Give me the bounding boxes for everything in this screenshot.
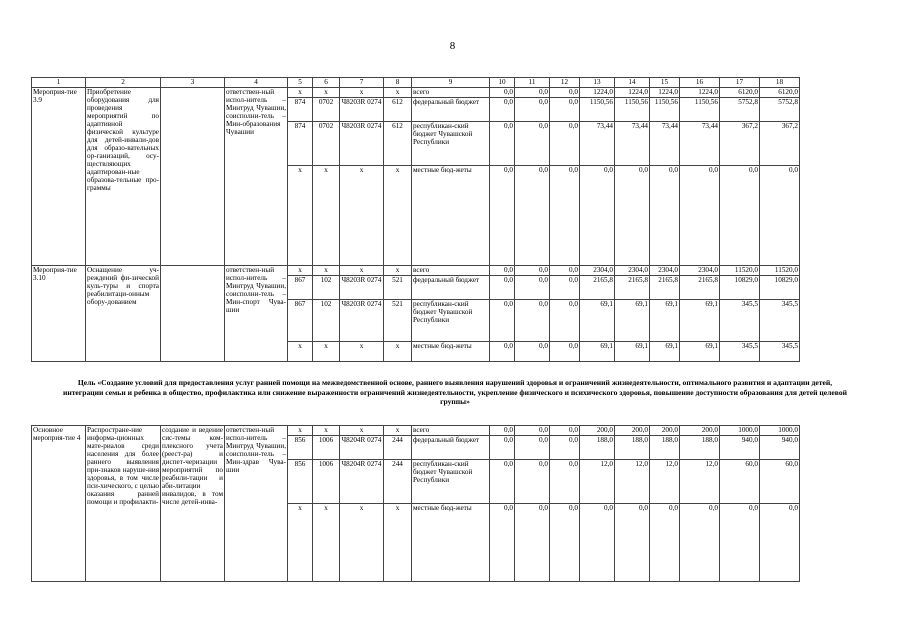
value-cell: 2165,8 [580, 276, 615, 300]
value-cell: 2304,0 [580, 266, 615, 276]
table-row [32, 266, 800, 276]
measure-col3 [161, 88, 225, 266]
value-cell: 12,0 [680, 460, 720, 504]
source-cell: всего [412, 426, 490, 436]
value-cell: 0,0 [490, 460, 515, 504]
code-cell: 612 [384, 98, 412, 122]
value-cell: 0,0 [550, 504, 580, 582]
value-cell: 0,0 [515, 88, 550, 98]
value-cell: 73,44 [680, 122, 720, 166]
value-cell: 0,0 [490, 436, 515, 460]
value-cell: 0,0 [490, 166, 515, 266]
measure-responsible: ответствен-ный испол-нитель – Минтруд Чувашии, соисполни-тель – Мин-здрав Чува-шии [225, 426, 288, 582]
value-cell: 0,0 [515, 300, 550, 342]
value-cell: 0,0 [490, 122, 515, 166]
value-cell: 0,0 [515, 276, 550, 300]
header-cell: 9 [412, 78, 490, 88]
value-cell: 1224,0 [650, 88, 680, 98]
value-cell: 0,0 [515, 122, 550, 166]
value-cell: 367,2 [760, 122, 800, 166]
measure-description: Оснащение уч-реждений фи-зической куль-туры и спорта реабилитаци-онным обору-дованием [86, 266, 161, 362]
value-cell: 0,0 [550, 98, 580, 122]
value-cell: 0,0 [720, 504, 760, 582]
value-cell: 200,0 [580, 426, 615, 436]
code-cell: 521 [384, 276, 412, 300]
value-cell: 0,0 [650, 166, 680, 266]
value-cell: 0,0 [650, 504, 680, 582]
value-cell: 69,1 [650, 342, 680, 362]
code-cell: x [340, 504, 384, 582]
value-cell: 1150,56 [615, 98, 650, 122]
value-cell: 200,0 [680, 426, 720, 436]
value-cell: 12,0 [615, 460, 650, 504]
code-cell: 856 [288, 436, 313, 460]
value-cell: 200,0 [650, 426, 680, 436]
value-cell: 0,0 [490, 504, 515, 582]
source-cell: федеральный бюджет [412, 276, 490, 300]
source-cell: местные бюд-жеты [412, 504, 490, 582]
code-cell: x [288, 504, 313, 582]
header-cell: 17 [720, 78, 760, 88]
code-cell: 0702 [313, 122, 340, 166]
code-cell: 102 [313, 300, 340, 342]
value-cell: 345,5 [760, 300, 800, 342]
code-cell: x [340, 426, 384, 436]
code-cell: x [288, 166, 313, 266]
value-cell: 73,44 [615, 122, 650, 166]
value-cell: 5752,8 [720, 98, 760, 122]
code-cell: x [313, 88, 340, 98]
value-cell: 0,0 [515, 166, 550, 266]
table-row [32, 88, 800, 98]
code-cell: 874 [288, 122, 313, 166]
header-cell: 15 [650, 78, 680, 88]
value-cell: 0,0 [550, 300, 580, 342]
measure-col3: создание и ведение сис-темы ком-плексного учета (реест-ра) и диспет-черизации мероприятий по реабили-тации и аби-литации инвалидов, в том числе детей-инва- [161, 426, 225, 582]
value-cell: 1150,56 [580, 98, 615, 122]
value-cell: 940,0 [720, 436, 760, 460]
source-cell: республикан-ский бюджет Чувашской Республики [412, 300, 490, 342]
measure-responsible: ответствен-ный испол-нитель – Минтруд Чувашии, соисполни-тель – Мин-образования Чувашии [225, 88, 288, 266]
page-number: 8 [449, 40, 456, 52]
code-cell: 1006 [313, 460, 340, 504]
value-cell: 345,5 [720, 300, 760, 342]
value-cell: 60,0 [720, 460, 760, 504]
header-cell: 16 [680, 78, 720, 88]
code-cell: x [313, 426, 340, 436]
code-cell: 521 [384, 300, 412, 342]
value-cell: 0,0 [515, 342, 550, 362]
header-cell: 4 [225, 78, 288, 88]
header-cell: 14 [615, 78, 650, 88]
header-cell: 1 [32, 78, 86, 88]
value-cell: 5752,8 [760, 98, 800, 122]
value-cell: 69,1 [680, 342, 720, 362]
source-cell: местные бюд-жеты [412, 342, 490, 362]
goal-heading: Цель «Создание условий для предоставления услуг ранней помощи на межведомственной основе, раннего выявления нарушений здоровья и ограничений жизнедеятельности, оптимального развития и адаптации детей, интеграции семьи и ребенка в общество, профилактика или снижение выраженности ограничений жизнедеятельности, укрепление физического и психического здоровья, повышение доступности образования для детей целевой группы» [62, 378, 848, 406]
code-cell: x [384, 504, 412, 582]
header-cell: 10 [490, 78, 515, 88]
header-cell: 11 [515, 78, 550, 88]
code-cell: x [384, 426, 412, 436]
value-cell: 200,0 [615, 426, 650, 436]
value-cell: 0,0 [680, 166, 720, 266]
code-cell: Ч8203R 0274 [340, 98, 384, 122]
source-cell: федеральный бюджет [412, 98, 490, 122]
value-cell: 11520,0 [720, 266, 760, 276]
code-cell: 874 [288, 98, 313, 122]
code-cell: x [384, 88, 412, 98]
measure-name: Мероприя-тие 3.10 [32, 266, 86, 362]
value-cell: 0,0 [515, 504, 550, 582]
value-cell: 0,0 [550, 460, 580, 504]
header-cell: 18 [760, 78, 800, 88]
value-cell: 0,0 [515, 460, 550, 504]
value-cell: 0,0 [515, 266, 550, 276]
source-cell: всего [412, 266, 490, 276]
code-cell: 244 [384, 460, 412, 504]
source-cell: республикан-ский бюджет Чувашской Республики [412, 122, 490, 166]
code-cell: x [288, 426, 313, 436]
value-cell: 0,0 [580, 166, 615, 266]
code-cell: Ч8203R 0274 [340, 276, 384, 300]
value-cell: 0,0 [490, 300, 515, 342]
value-cell: 0,0 [680, 504, 720, 582]
value-cell: 2165,8 [680, 276, 720, 300]
value-cell: 0,0 [490, 266, 515, 276]
value-cell: 69,1 [615, 342, 650, 362]
source-cell: федеральный бюджет [412, 436, 490, 460]
value-cell: 11520,0 [760, 266, 800, 276]
code-cell: x [340, 88, 384, 98]
header-cell: 7 [340, 78, 384, 88]
code-cell: x [384, 166, 412, 266]
code-cell: Ч8203R 0274 [340, 300, 384, 342]
header-cell: 8 [384, 78, 412, 88]
measure-description: Распростране-ние информа-ционных мате-риалов среди населения для более раннего выявления при-знаков наруше-ния здоровья, в том числе пси-хического, с целью оказания ранней помощи и профилакти- [86, 426, 161, 582]
value-cell: 0,0 [720, 166, 760, 266]
value-cell: 0,0 [550, 426, 580, 436]
header-cell: 2 [86, 78, 161, 88]
header-cell: 12 [550, 78, 580, 88]
value-cell: 0,0 [760, 504, 800, 582]
value-cell: 0,0 [550, 266, 580, 276]
code-cell: 867 [288, 300, 313, 342]
value-cell: 69,1 [580, 300, 615, 342]
value-cell: 940,0 [760, 436, 800, 460]
value-cell: 1224,0 [580, 88, 615, 98]
measure-responsible: ответствен-ный испол-нитель – Минтруд Чувашии, соисполни-тель – Мин-спорт Чува-шии [225, 266, 288, 362]
value-cell: 1224,0 [615, 88, 650, 98]
value-cell: 73,44 [650, 122, 680, 166]
value-cell: 367,2 [720, 122, 760, 166]
value-cell: 1000,0 [720, 426, 760, 436]
source-cell: всего [412, 88, 490, 98]
value-cell: 2165,8 [650, 276, 680, 300]
code-cell: 867 [288, 276, 313, 300]
code-cell: x [313, 266, 340, 276]
value-cell: 0,0 [615, 504, 650, 582]
code-cell: x [313, 504, 340, 582]
code-cell: 244 [384, 436, 412, 460]
value-cell: 10829,0 [720, 276, 760, 300]
header-cell: 5 [288, 78, 313, 88]
header-cell: 6 [313, 78, 340, 88]
value-cell: 0,0 [490, 342, 515, 362]
value-cell: 0,0 [550, 342, 580, 362]
measure-name: Мероприя-тие 3.9 [32, 88, 86, 266]
code-cell: 0702 [313, 98, 340, 122]
value-cell: 0,0 [550, 436, 580, 460]
value-cell: 0,0 [550, 166, 580, 266]
code-cell: 1006 [313, 436, 340, 460]
value-cell: 12,0 [580, 460, 615, 504]
value-cell: 0,0 [550, 122, 580, 166]
code-cell: 612 [384, 122, 412, 166]
table-row [32, 426, 800, 436]
measure-name: Основное мероприя-тие 4 [32, 426, 86, 582]
value-cell: 0,0 [490, 426, 515, 436]
value-cell: 0,0 [515, 426, 550, 436]
budget-table-top [31, 77, 800, 362]
code-cell: x [288, 266, 313, 276]
measure-description: Приобретение оборудования для проведения мероприятий по адаптивной физической культуре для детей-инвали-дов для образо-вательных ор-ганизаций, осу-ществляющих адаптирован-ные образова-тельные про-граммы [86, 88, 161, 266]
code-cell: x [288, 342, 313, 362]
code-cell: x [384, 266, 412, 276]
value-cell: 1000,0 [760, 426, 800, 436]
value-cell: 6120,0 [720, 88, 760, 98]
value-cell: 69,1 [680, 300, 720, 342]
value-cell: 0,0 [580, 504, 615, 582]
value-cell: 69,1 [650, 300, 680, 342]
value-cell: 0,0 [515, 436, 550, 460]
value-cell: 188,0 [650, 436, 680, 460]
value-cell: 0,0 [615, 166, 650, 266]
value-cell: 0,0 [490, 98, 515, 122]
value-cell: 188,0 [580, 436, 615, 460]
value-cell: 188,0 [615, 436, 650, 460]
value-cell: 345,5 [720, 342, 760, 362]
measure-col3 [161, 266, 225, 362]
value-cell: 1150,56 [680, 98, 720, 122]
header-row [32, 78, 800, 88]
value-cell: 12,0 [650, 460, 680, 504]
code-cell: 856 [288, 460, 313, 504]
value-cell: 1224,0 [680, 88, 720, 98]
source-cell: республикан-ский бюджет Чувашской Республики [412, 460, 490, 504]
value-cell: 69,1 [580, 342, 615, 362]
code-cell: Ч8204R 0274 [340, 460, 384, 504]
value-cell: 2304,0 [680, 266, 720, 276]
value-cell: 188,0 [680, 436, 720, 460]
code-cell: x [313, 166, 340, 266]
value-cell: 0,0 [550, 88, 580, 98]
code-cell: 102 [313, 276, 340, 300]
code-cell: x [384, 342, 412, 362]
header-cell: 13 [580, 78, 615, 88]
value-cell: 60,0 [760, 460, 800, 504]
code-cell: x [313, 342, 340, 362]
code-cell: x [340, 266, 384, 276]
code-cell: Ч8203R 0274 [340, 122, 384, 166]
value-cell: 69,1 [615, 300, 650, 342]
source-cell: местные бюд-жеты [412, 166, 490, 266]
value-cell: 2165,8 [615, 276, 650, 300]
value-cell: 2304,0 [615, 266, 650, 276]
header-cell: 3 [161, 78, 225, 88]
value-cell: 345,5 [760, 342, 800, 362]
value-cell: 73,44 [580, 122, 615, 166]
value-cell: 0,0 [515, 98, 550, 122]
value-cell: 10829,0 [760, 276, 800, 300]
value-cell: 0,0 [550, 276, 580, 300]
value-cell: 1150,56 [650, 98, 680, 122]
value-cell: 2304,0 [650, 266, 680, 276]
code-cell: x [340, 166, 384, 266]
value-cell: 0,0 [760, 166, 800, 266]
code-cell: Ч8204R 0274 [340, 436, 384, 460]
value-cell: 0,0 [490, 276, 515, 300]
code-cell: x [340, 342, 384, 362]
value-cell: 6120,0 [760, 88, 800, 98]
code-cell: x [288, 88, 313, 98]
value-cell: 0,0 [490, 88, 515, 98]
budget-table-bottom [31, 425, 800, 582]
